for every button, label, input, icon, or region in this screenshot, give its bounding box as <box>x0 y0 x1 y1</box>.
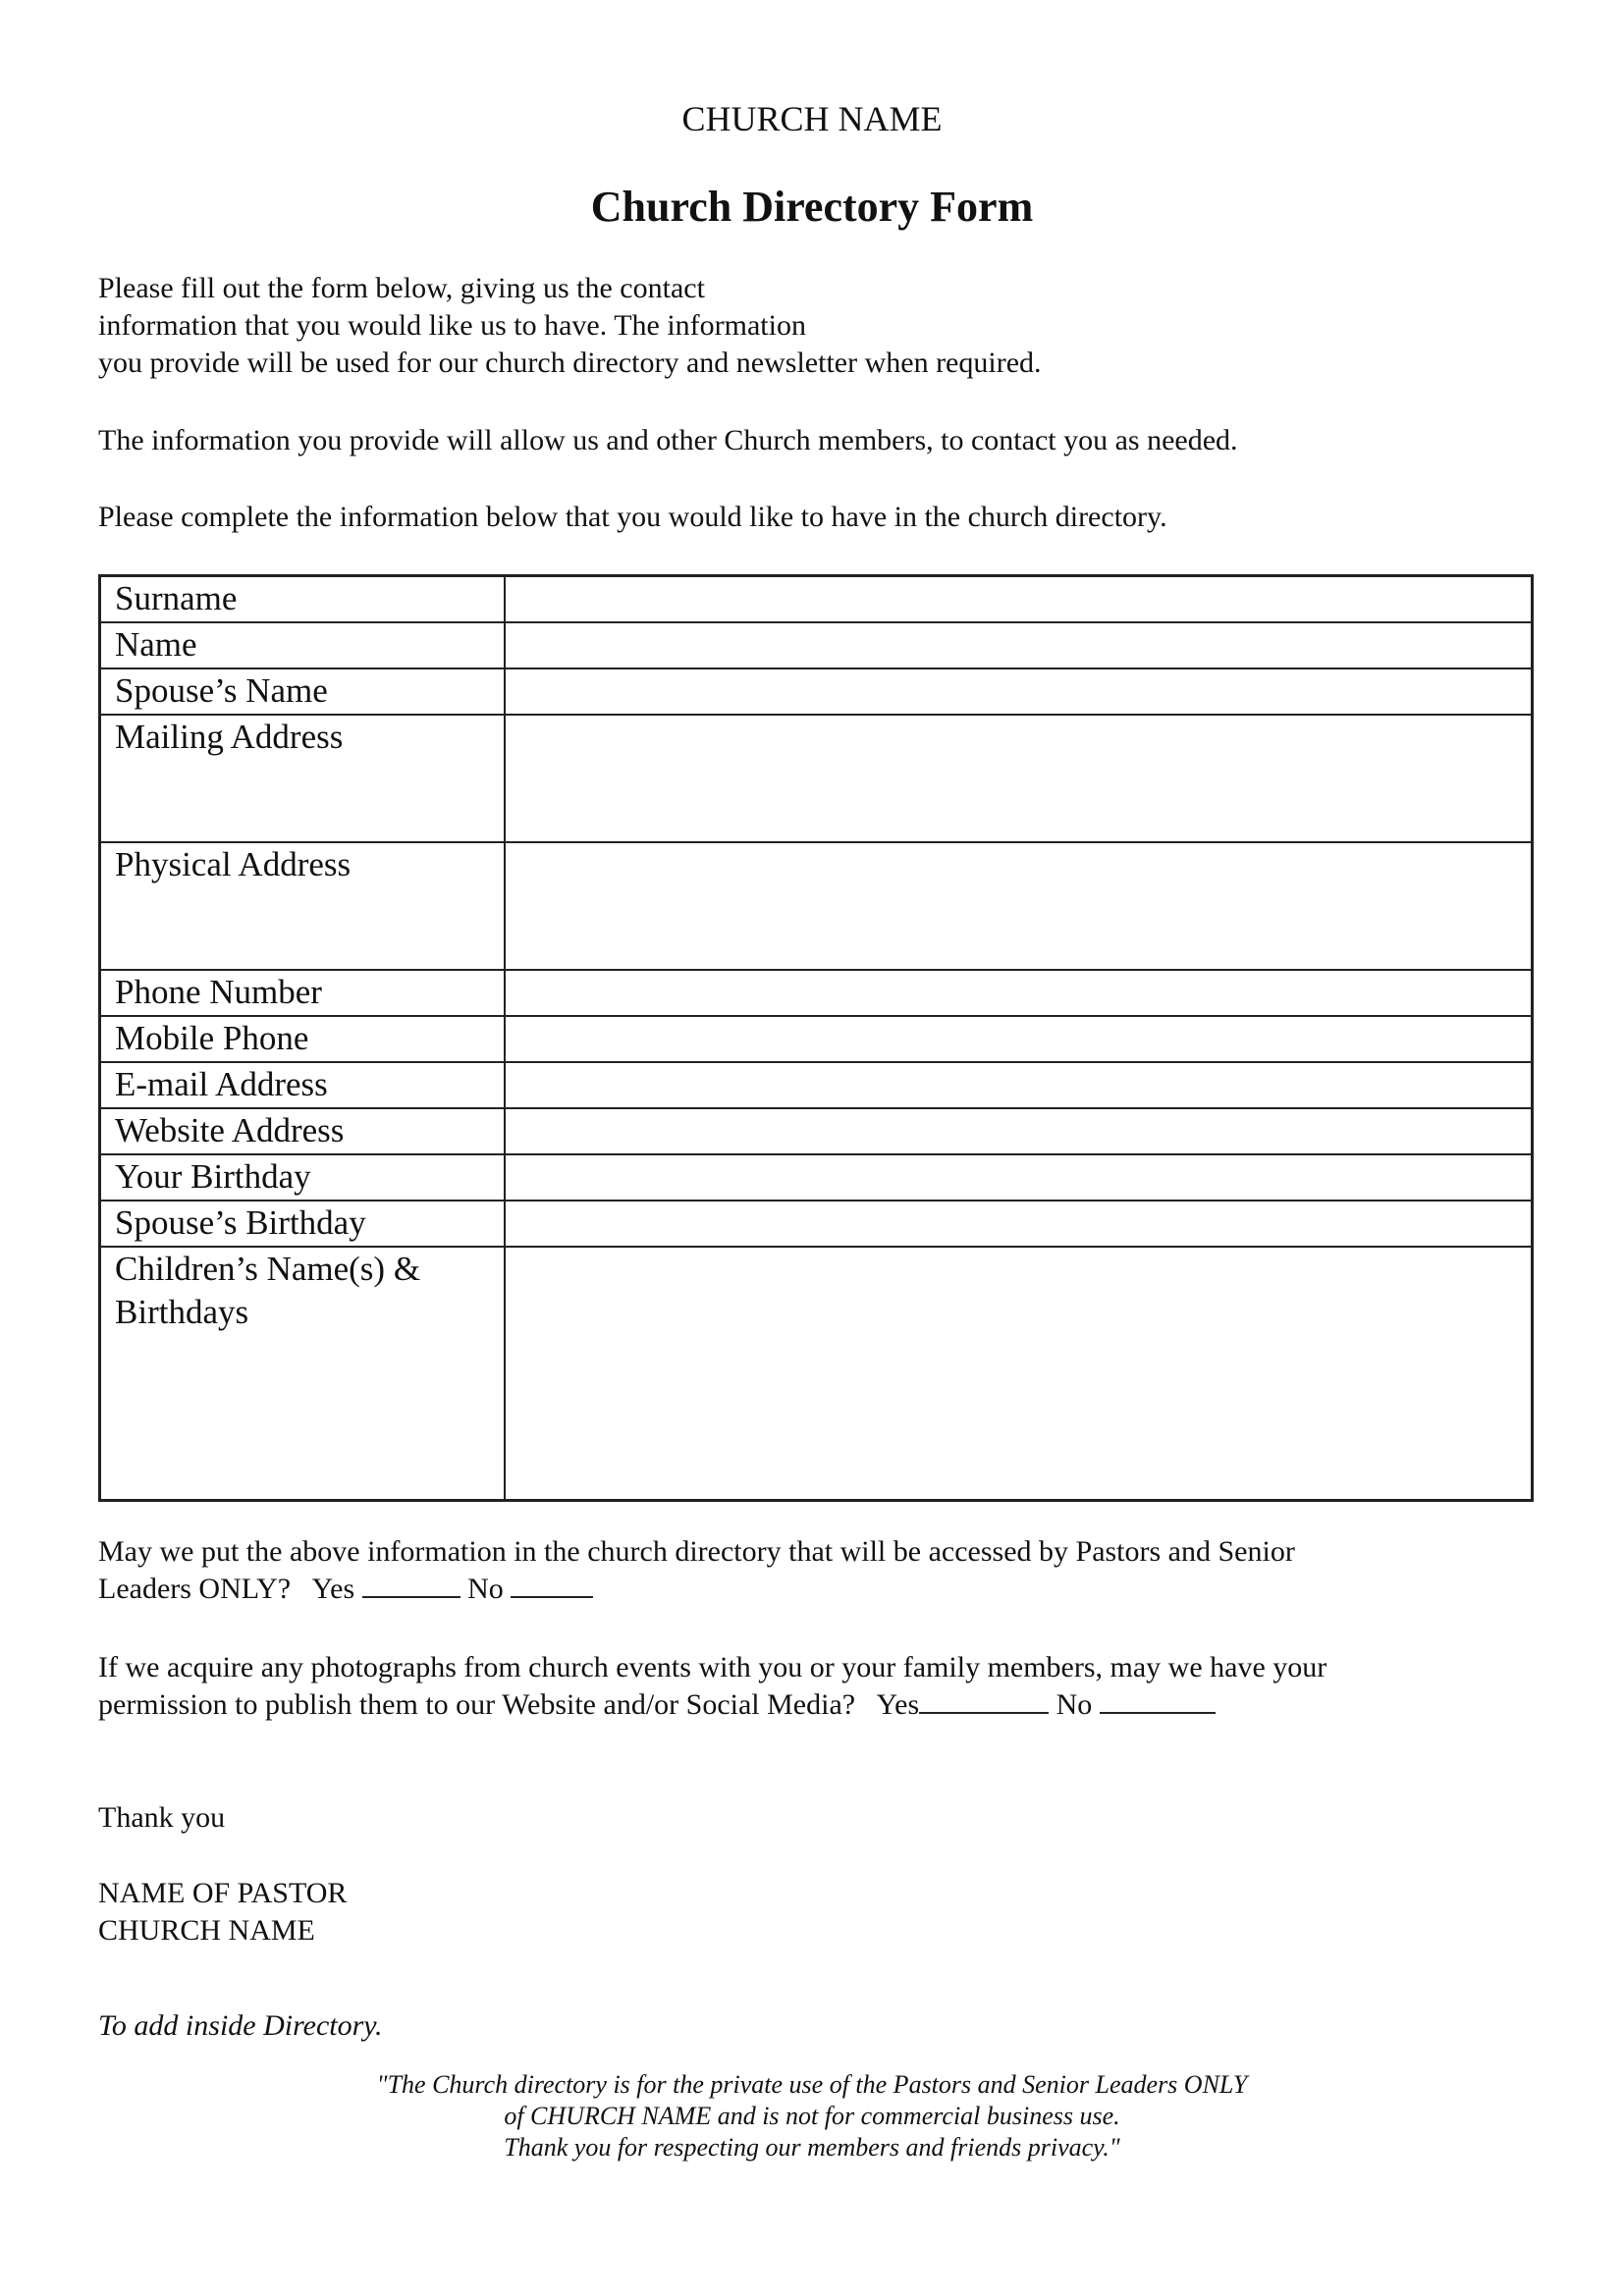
photos-no-blank[interactable] <box>1100 1686 1216 1714</box>
mobile-phone-label: Mobile Phone <box>100 1016 506 1062</box>
phone-number-label: Phone Number <box>100 970 506 1016</box>
surname-label: Surname <box>100 576 506 623</box>
photo-consent-question <box>98 1649 1542 1724</box>
no-label: No <box>467 1573 504 1605</box>
form-row-email <box>100 1062 1533 1108</box>
footer-line: of CHURCH NAME and is not for commercial business use. <box>504 2102 1120 2130</box>
form-row-phone <box>100 970 1533 1016</box>
email-address-label: E-mail Address <box>100 1062 506 1108</box>
your-birthday-input[interactable] <box>506 1157 1531 1201</box>
spouse-name-input[interactable] <box>506 671 1531 716</box>
directory-no-blank[interactable] <box>511 1571 593 1598</box>
form-row-birthday <box>100 1154 1533 1201</box>
children-label <box>100 1247 506 1501</box>
form-row-spouse-birthday <box>100 1201 1533 1247</box>
form-row-website <box>100 1108 1533 1154</box>
surname-input[interactable] <box>506 579 1531 623</box>
spouse-birthday-label: Spouse’s Birthday <box>100 1201 506 1247</box>
signature-church-name: CHURCH NAME <box>98 1914 315 1947</box>
physical-address-input[interactable] <box>506 843 1531 969</box>
form-row-children <box>100 1247 1533 1501</box>
yes-label: Yes <box>876 1688 920 1721</box>
signature-block <box>98 1875 347 1949</box>
intro-paragraph <box>98 270 1532 382</box>
directory-note: To add inside Directory. <box>98 2009 383 2042</box>
website-address-input[interactable] <box>506 1111 1531 1155</box>
spouse-birthday-input[interactable] <box>506 1203 1531 1248</box>
consent-line <box>98 1686 1542 1724</box>
no-label: No <box>1056 1688 1093 1721</box>
consent-question-text: permission to publish them to our Website and/or Social Media? <box>98 1688 856 1721</box>
mobile-phone-input[interactable] <box>506 1019 1531 1063</box>
website-address-label: Website Address <box>100 1108 506 1154</box>
phone-number-input[interactable] <box>506 973 1531 1017</box>
directory-form-table <box>98 574 1534 1502</box>
directory-consent-question <box>98 1533 1542 1608</box>
children-label-line: Birthdays <box>115 1293 249 1331</box>
name-label: Name <box>100 622 506 668</box>
form-row-name <box>100 622 1533 668</box>
your-birthday-label: Your Birthday <box>100 1154 506 1201</box>
pastor-name: NAME OF PASTOR <box>98 1877 348 1909</box>
form-row-mobile <box>100 1016 1533 1062</box>
mailing-address-label: Mailing Address <box>100 715 506 842</box>
form-row-physical-address <box>100 842 1533 970</box>
form-row-mailing-address <box>100 715 1533 842</box>
consent-line: May we put the above information in the church directory that will be accessed by Pastors and Senior <box>98 1535 1295 1568</box>
intro-line: you provide will be used for our church directory and newsletter when required. <box>98 347 1042 379</box>
spouse-name-label: Spouse’s Name <box>100 668 506 715</box>
form-row-spouse-name <box>100 668 1533 715</box>
photos-yes-blank[interactable] <box>919 1686 1049 1714</box>
yes-label: Yes <box>311 1573 355 1605</box>
children-input[interactable] <box>506 1248 1531 1499</box>
intro-contact-note: The information you provide will allow us and other Church members, to contact you as needed. <box>98 424 1238 456</box>
physical-address-label: Physical Address <box>100 842 506 970</box>
consent-line <box>98 1571 1542 1608</box>
intro-instructions: Please complete the information below that you would like to have in the church directory. <box>98 501 1167 533</box>
name-input[interactable] <box>506 625 1531 669</box>
consent-question-text: Leaders ONLY? <box>98 1573 292 1605</box>
footer-line: "The Church directory is for the private use of the Pastors and Senior Leaders ONLY <box>376 2070 1248 2099</box>
church-name-heading: CHURCH NAME <box>681 99 943 138</box>
directory-yes-blank[interactable] <box>362 1571 460 1598</box>
form-row-surname <box>100 576 1533 623</box>
privacy-footer <box>0 2069 1624 2163</box>
intro-line: information that you would like us to have. The information <box>98 309 806 342</box>
children-label-line: Children’s Name(s) & <box>115 1250 421 1288</box>
intro-line: Please fill out the form below, giving us the contact <box>98 272 705 304</box>
mailing-address-input[interactable] <box>506 716 1531 841</box>
consent-line: If we acquire any photographs from church events with you or your family members, may we have your <box>98 1651 1327 1683</box>
email-address-input[interactable] <box>506 1065 1531 1109</box>
footer-line: Thank you for respecting our members and friends privacy." <box>504 2133 1120 2162</box>
thank-you-text: Thank you <box>98 1801 226 1834</box>
page-title: Church Directory Form <box>590 183 1034 231</box>
